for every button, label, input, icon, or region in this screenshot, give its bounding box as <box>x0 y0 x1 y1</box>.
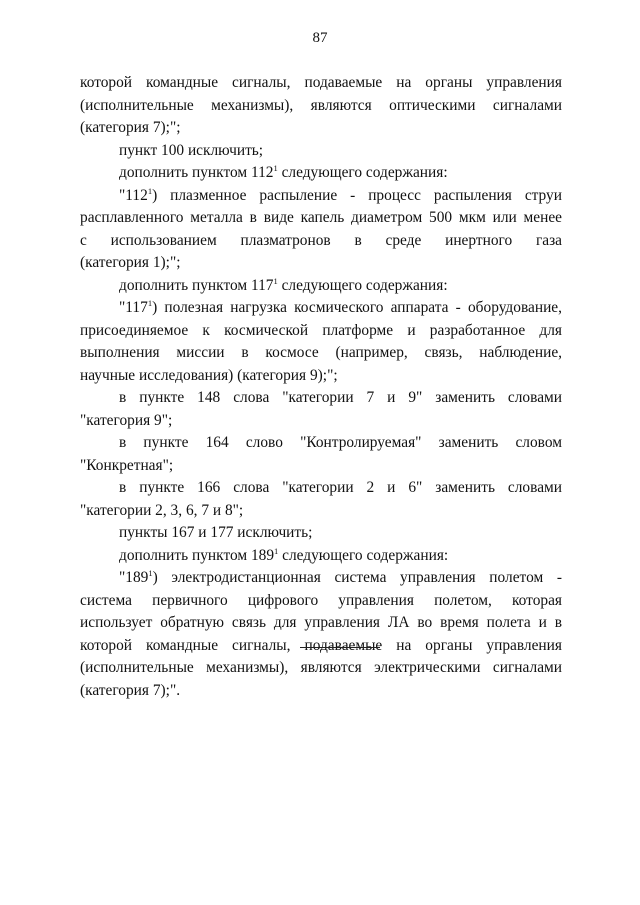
text-line <box>119 163 562 183</box>
text-line <box>119 186 562 206</box>
text-line <box>119 433 562 453</box>
text-line <box>80 636 562 656</box>
text-line <box>119 388 562 408</box>
text-line <box>80 118 562 138</box>
text-segment: в пункте 148 слова "категории 7 и 9" заменить словами <box>119 389 562 406</box>
text-segment: с использованием плазматронов в среде инертного газа <box>80 231 562 249</box>
text-line <box>80 231 562 251</box>
text-segment: ) электродистанционная система управления полетом - <box>152 569 562 586</box>
end-rule <box>300 647 380 648</box>
text-segment: дополнить пунктом 112 <box>119 164 274 181</box>
text-line <box>80 96 562 116</box>
text-segment: в пункте 164 слово "Контролируемая" заменить словом <box>119 434 562 451</box>
superscript-index: 1 <box>147 298 153 308</box>
text-segment: пункт 100 исключить; <box>119 141 264 159</box>
text-segment: ) полезная нагрузка космического аппарата - оборудование, <box>152 299 562 316</box>
superscript-index: 1 <box>274 545 279 556</box>
page-number: 87 <box>312 30 328 46</box>
text-segment: "Конкретная"; <box>80 456 174 474</box>
text-segment: дополнить пунктом 117 <box>119 276 274 294</box>
text-segment: которой командные сигналы, подаваемые на органы управления <box>80 636 562 654</box>
text-segment: "категории 2, 3, 6, 7 и 8"; <box>80 501 244 519</box>
text-segment: в пункте 166 слова "категории 2 и 6" заменить словами <box>119 479 562 496</box>
text-segment: "категория 9"; <box>80 411 173 429</box>
text-segment: ) плазменное распыление - процесс распыления струи <box>152 186 562 204</box>
text-line <box>119 298 562 318</box>
text-line <box>80 343 562 363</box>
text-line <box>119 478 562 498</box>
text-segment: "112 <box>119 186 148 204</box>
text-segment: (исполнительные механизмы), являются электрическими сигналами <box>80 659 562 676</box>
text-segment: дополнить пунктом 189 <box>119 546 275 564</box>
text-line <box>80 321 562 341</box>
text-line <box>80 208 562 228</box>
superscript-index: 1 <box>273 163 278 173</box>
text-segment: (категория 7);"; <box>80 119 181 136</box>
text-line <box>80 501 562 521</box>
text-segment: "189 <box>119 569 149 586</box>
text-line <box>80 73 562 93</box>
text-segment: (категория 1);"; <box>80 254 181 271</box>
text-segment: (категория 7);". <box>80 681 181 699</box>
text-line <box>119 546 562 566</box>
text-line <box>80 366 562 386</box>
text-segment: использует обратную связь для управления ЛА во время полета и в <box>80 614 562 631</box>
text-line <box>80 411 562 431</box>
text-line <box>80 456 562 476</box>
text-segment: присоединяемое к космической платформе и разработанное для <box>80 321 562 339</box>
text-line <box>119 523 562 543</box>
text-segment: "117 <box>119 299 148 316</box>
text-segment: выполнения миссии в космосе (например, связь, наблюдение, <box>80 344 562 361</box>
text-line <box>119 568 562 588</box>
text-line <box>80 681 562 701</box>
text-line <box>80 658 562 678</box>
text-line <box>119 141 562 161</box>
text-segment: следующего содержания: <box>278 546 449 564</box>
superscript-index: 1 <box>148 568 153 578</box>
text-line <box>80 613 562 633</box>
text-line <box>80 591 562 611</box>
text-line <box>119 276 562 296</box>
text-line <box>80 253 562 273</box>
text-segment: (исполнительные механизмы), являются оптическими сигналами <box>80 96 562 114</box>
text-segment: которой командные сигналы, подаваемые на органы управления <box>80 74 562 91</box>
text-segment: следующего содержания: <box>277 276 448 294</box>
text-segment: следующего содержания: <box>277 164 448 181</box>
text-segment: система первичного цифрового управления полетом, которая <box>80 591 562 609</box>
superscript-index: 1 <box>147 185 153 196</box>
text-segment: расплавленного металла в виде капель диаметром 500 мкм или менее <box>80 209 562 226</box>
superscript-index: 1 <box>273 275 278 286</box>
text-segment: научные исследования) (категория 9);"; <box>80 366 338 384</box>
text-segment: пункты 167 и 177 исключить; <box>119 524 313 541</box>
